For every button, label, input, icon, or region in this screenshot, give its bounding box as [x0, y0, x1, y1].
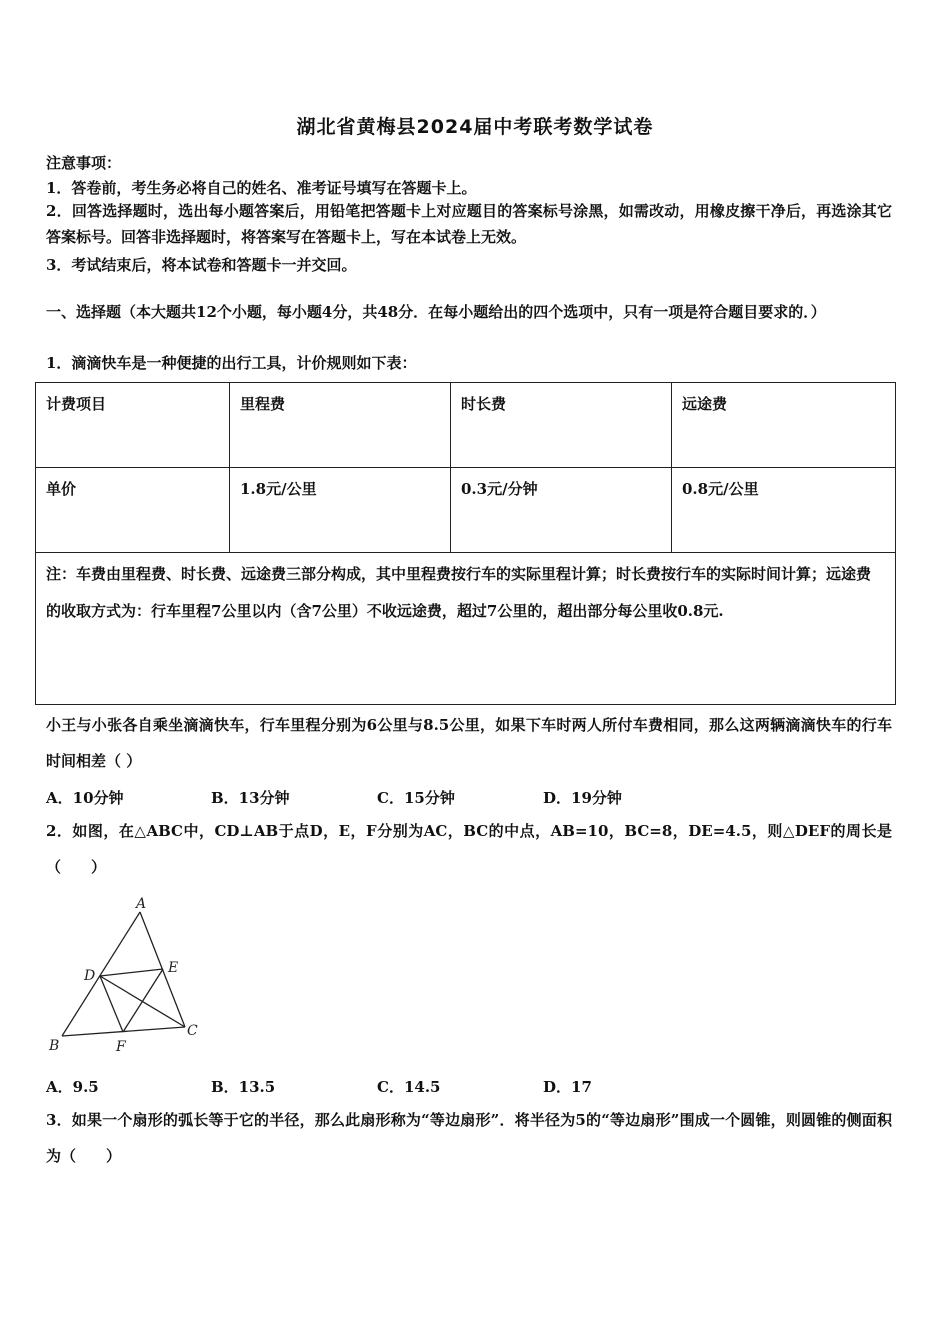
- notice-item-3: 3．考试结束后，将本试卷和答题卡一并交回。: [46, 256, 357, 274]
- question-2-stem: 2．如图，在△ABC中，CD⊥AB于点D，E，F分别为AC，BC的中点，AB=10，BC=8，DE=4.5，则△DEF的周长是（ ）: [46, 822, 892, 876]
- section-heading: 一、选择题（本大题共12个小题，每小题4分，共48分．在每小题给出的四个选项中，只有一项是符合题目要求的．）: [46, 303, 826, 321]
- option-a[interactable]: A．10分钟: [46, 789, 124, 807]
- option-b[interactable]: B．13分钟: [211, 789, 290, 807]
- label-b: B: [49, 1038, 60, 1054]
- table-header-cell: 远途费: [672, 383, 896, 468]
- table-cell: 单价: [36, 468, 230, 553]
- exam-title: 湖北省黄梅县2024届中考联考数学试卷: [296, 116, 654, 138]
- notice-heading: 注意事项：: [46, 154, 122, 172]
- option-a[interactable]: A．9.5: [46, 1078, 99, 1096]
- label-c: C: [187, 1023, 198, 1039]
- segment-ef: [123, 969, 163, 1032]
- option-c[interactable]: C．15分钟: [377, 789, 455, 807]
- option-d[interactable]: D．19分钟: [543, 789, 622, 807]
- option-c[interactable]: C．14.5: [377, 1078, 441, 1096]
- table-cell: 0.3元/分钟: [451, 468, 672, 553]
- label-f: F: [116, 1039, 126, 1055]
- question-1-stem: 1．滴滴快车是一种便捷的出行工具，计价规则如下表：: [46, 354, 417, 372]
- notice-item-2: 2．回答选择题时，选出每小题答案后，用铅笔把答题卡上对应题目的答案标号涂黑，如需改动，用橡皮擦干净后，再选涂其它答案标号。回答非选择题时，将答案写在答题卡上，写在本试卷上无效。: [46, 202, 892, 246]
- table-note: 注：车费由里程费、时长费、远途费三部分构成，其中里程费按行车的实际里程计算；时长费按行车的实际时间计算；远途费的收取方式为：行车里程7公里以内（含7公里）不收远途费，超过7公里的，超出部分每公里收0.8元.: [36, 553, 896, 705]
- table-cell: 0.8元/公里: [672, 468, 896, 553]
- question-1-text: 小王与小张各自乘坐滴滴快车，行车里程分别为6公里与8.5公里，如果下车时两人所付车费相同，那么这两辆滴滴快车的行车时间相差（ ）: [46, 716, 892, 770]
- option-d[interactable]: D．17: [543, 1078, 592, 1096]
- question-3-stem: 3．如果一个扇形的弧长等于它的半径，那么此扇形称为“等边扇形”．将半径为5的“等边扇形”围成一个圆锥，则圆锥的侧面积为（ ）: [46, 1111, 892, 1165]
- table-header-cell: 计费项目: [36, 383, 230, 468]
- triangle-figure: [44, 893, 204, 1058]
- table-row: [36, 468, 896, 553]
- table-row: [36, 553, 896, 705]
- fare-table: [35, 382, 896, 705]
- notice-item-1: 1．答卷前，考生务必将自己的姓名、准考证号填写在答题卡上。: [46, 179, 477, 197]
- label-e: E: [168, 960, 179, 976]
- option-b[interactable]: B．13.5: [211, 1078, 276, 1096]
- segment-df: [100, 976, 123, 1032]
- label-a: A: [136, 896, 147, 912]
- table-cell: 1.8元/公里: [230, 468, 451, 553]
- table-row: [36, 383, 896, 468]
- side-ab: [62, 912, 140, 1036]
- segment-de: [100, 969, 163, 976]
- label-d: D: [84, 968, 96, 984]
- table-header-cell: 里程费: [230, 383, 451, 468]
- table-header-cell: 时长费: [451, 383, 672, 468]
